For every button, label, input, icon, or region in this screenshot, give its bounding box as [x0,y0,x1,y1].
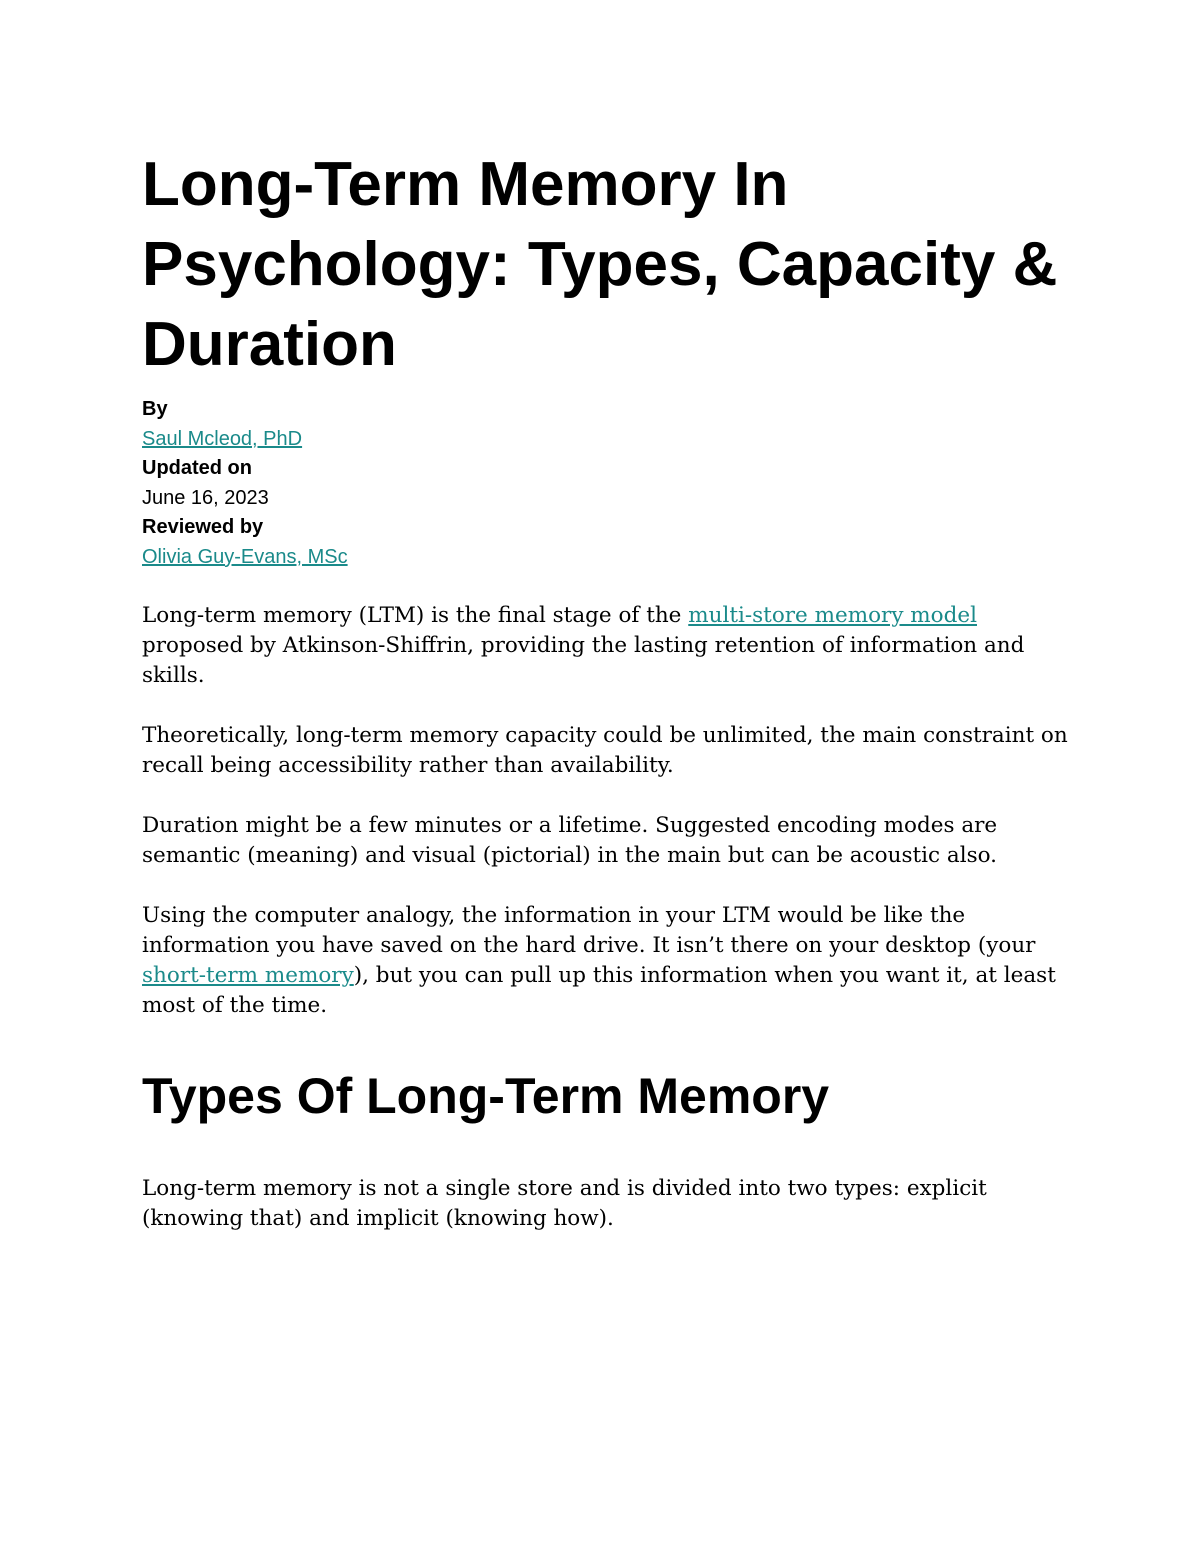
by-label: By [142,398,168,420]
paragraph-analogy-text-before: Using the computer analogy, the information in your LTM would be like the information you have saved on the hard drive. It isn’t there on your desktop (your [142,902,1036,958]
paragraph-analogy-text-after: ), but you can pull up this information when you want it, at least most of the time. [142,962,1056,1018]
paragraph-intro [142,601,1072,691]
short-term-memory-link[interactable]: short-term memory [142,962,354,988]
multi-store-model-link[interactable]: multi-store memory model [688,602,977,628]
paragraph-analogy [142,901,1072,1021]
paragraph-intro-text-after: proposed by Atkinson-Shiffrin, providing the lasting retention of information and skills. [142,632,1025,688]
paragraph-capacity: Theoretically, long-term memory capacity could be unlimited, the main constraint on recall being accessibility rather than availability. [142,722,1068,778]
paragraph-intro-text-before: Long-term memory (LTM) is the final stage of the [142,602,689,628]
article-title: Long-Term Memory In Psychology: Types, Capacity & Duration [142,150,1058,379]
section-heading-types: Types Of Long-Term Memory [142,1067,830,1124]
article-content [142,145,1072,1234]
paragraph-duration: Duration might be a few minutes or a lifetime. Suggested encoding modes are semantic (meaning) and visual (pictorial) in the main but can be acoustic also. [142,812,998,868]
author-link[interactable]: Saul Mcleod, PhD [142,427,303,450]
reviewed-label: Reviewed by [142,516,264,539]
paragraph-types: Long-term memory is not a single store and is divided into two types: explicit (knowing that) and implicit (knowing how). [142,1175,987,1231]
updated-date: June 16, 2023 [142,486,269,509]
updated-label: Updated on [142,457,252,480]
reviewer-link[interactable]: Olivia Guy-Evans, MSc [142,545,348,568]
article-meta [142,395,1072,573]
